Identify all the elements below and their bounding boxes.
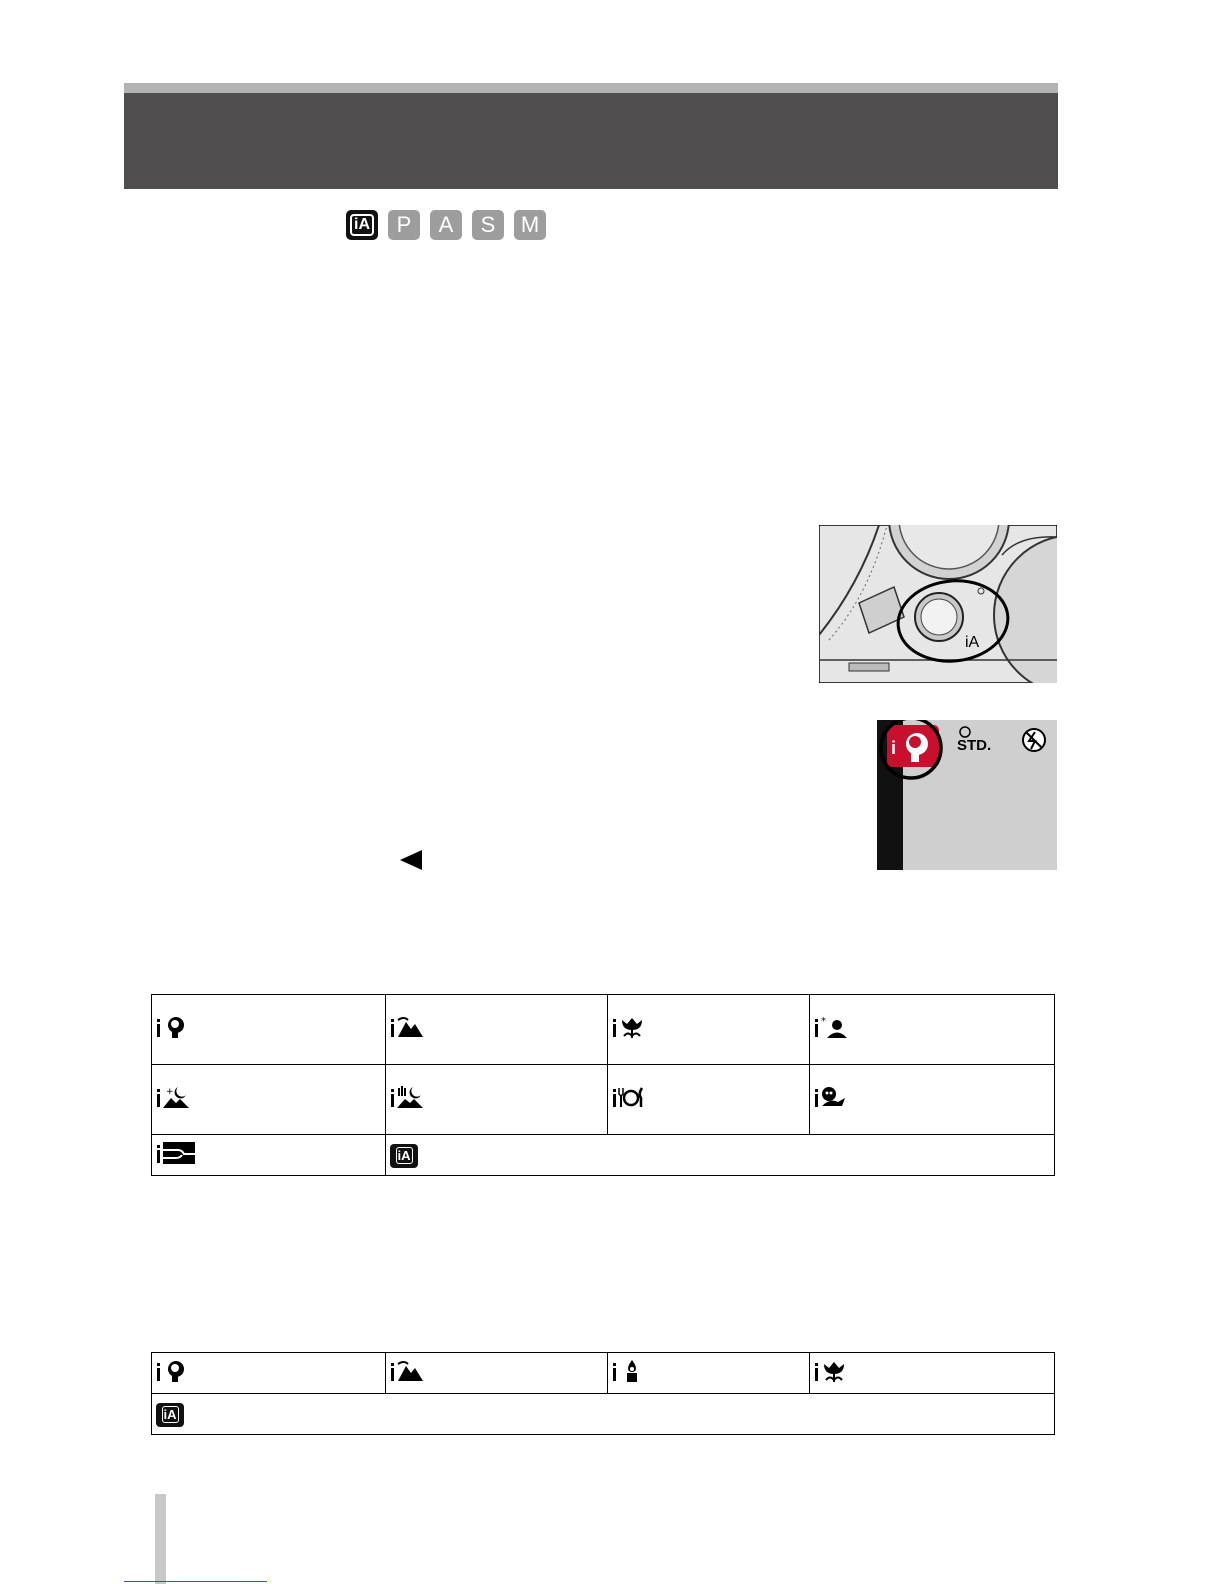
- table-row: [152, 1353, 1055, 1394]
- i-scenery-icon: [390, 1358, 424, 1384]
- section-header-band: [124, 93, 1058, 189]
- table-row: [152, 1135, 1055, 1176]
- i-handheld-night-shot-icon: [390, 1084, 424, 1110]
- table-cell: [386, 1135, 1055, 1176]
- table-cell: [386, 995, 608, 1065]
- page-side-marker: [155, 1494, 166, 1584]
- left-arrow-icon: [398, 848, 424, 872]
- svg-text:i: i: [891, 738, 897, 758]
- table-cell: [608, 995, 810, 1065]
- aperture-priority-mode-icon: A: [430, 210, 462, 240]
- table-cell: [810, 1353, 1055, 1394]
- intelligent-auto-mode-icon: iA: [346, 210, 378, 240]
- table-cell: [608, 1065, 810, 1135]
- ia-button-label: iA: [965, 634, 980, 651]
- table-row: [152, 1065, 1055, 1135]
- i-night-portrait-icon: [814, 1014, 848, 1040]
- program-mode-icon: P: [388, 210, 420, 240]
- svg-text:+: +: [166, 1087, 174, 1097]
- i-portrait-icon: [156, 1358, 190, 1384]
- i-macro-icon: [612, 1014, 646, 1040]
- scene-detection-table-photo: [151, 994, 1055, 1176]
- scene-detection-table-video: [151, 1352, 1055, 1435]
- bottom-link-underline: [124, 1581, 267, 1582]
- i-macro-icon: [814, 1358, 848, 1384]
- table-cell: [810, 1065, 1055, 1135]
- table-cell: [152, 995, 386, 1065]
- table-row: [152, 995, 1055, 1065]
- lcd-scene-display-illustration: [877, 720, 1057, 870]
- svg-text:*: *: [821, 1016, 826, 1027]
- table-cell: [386, 1353, 608, 1394]
- table-cell: [386, 1065, 608, 1135]
- i-baby-icon: [814, 1084, 848, 1110]
- i-low-light-icon: [612, 1358, 646, 1384]
- white-balance-label: STD.: [957, 737, 992, 754]
- table-cell: [152, 1065, 386, 1135]
- recording-mode-icons: [346, 210, 546, 240]
- intelligent-auto-icon: iA: [390, 1144, 418, 1168]
- camera-ia-button-illustration: [819, 525, 1057, 683]
- i-sunset-icon: [156, 1140, 196, 1166]
- table-cell: [152, 1394, 1055, 1435]
- table-cell: [152, 1135, 386, 1176]
- i-scenery-icon: [390, 1014, 424, 1040]
- i-food-icon: [612, 1084, 646, 1110]
- table-cell: [810, 995, 1055, 1065]
- manual-mode-icon: M: [514, 210, 546, 240]
- table-cell: [608, 1353, 810, 1394]
- intelligent-auto-icon: iA: [156, 1403, 184, 1427]
- i-night-scenery-icon: [156, 1084, 190, 1110]
- table-cell: [152, 1353, 386, 1394]
- i-portrait-icon: [156, 1014, 190, 1040]
- shutter-priority-mode-icon: S: [472, 210, 504, 240]
- header-topline: [124, 83, 1058, 93]
- table-row: [152, 1394, 1055, 1435]
